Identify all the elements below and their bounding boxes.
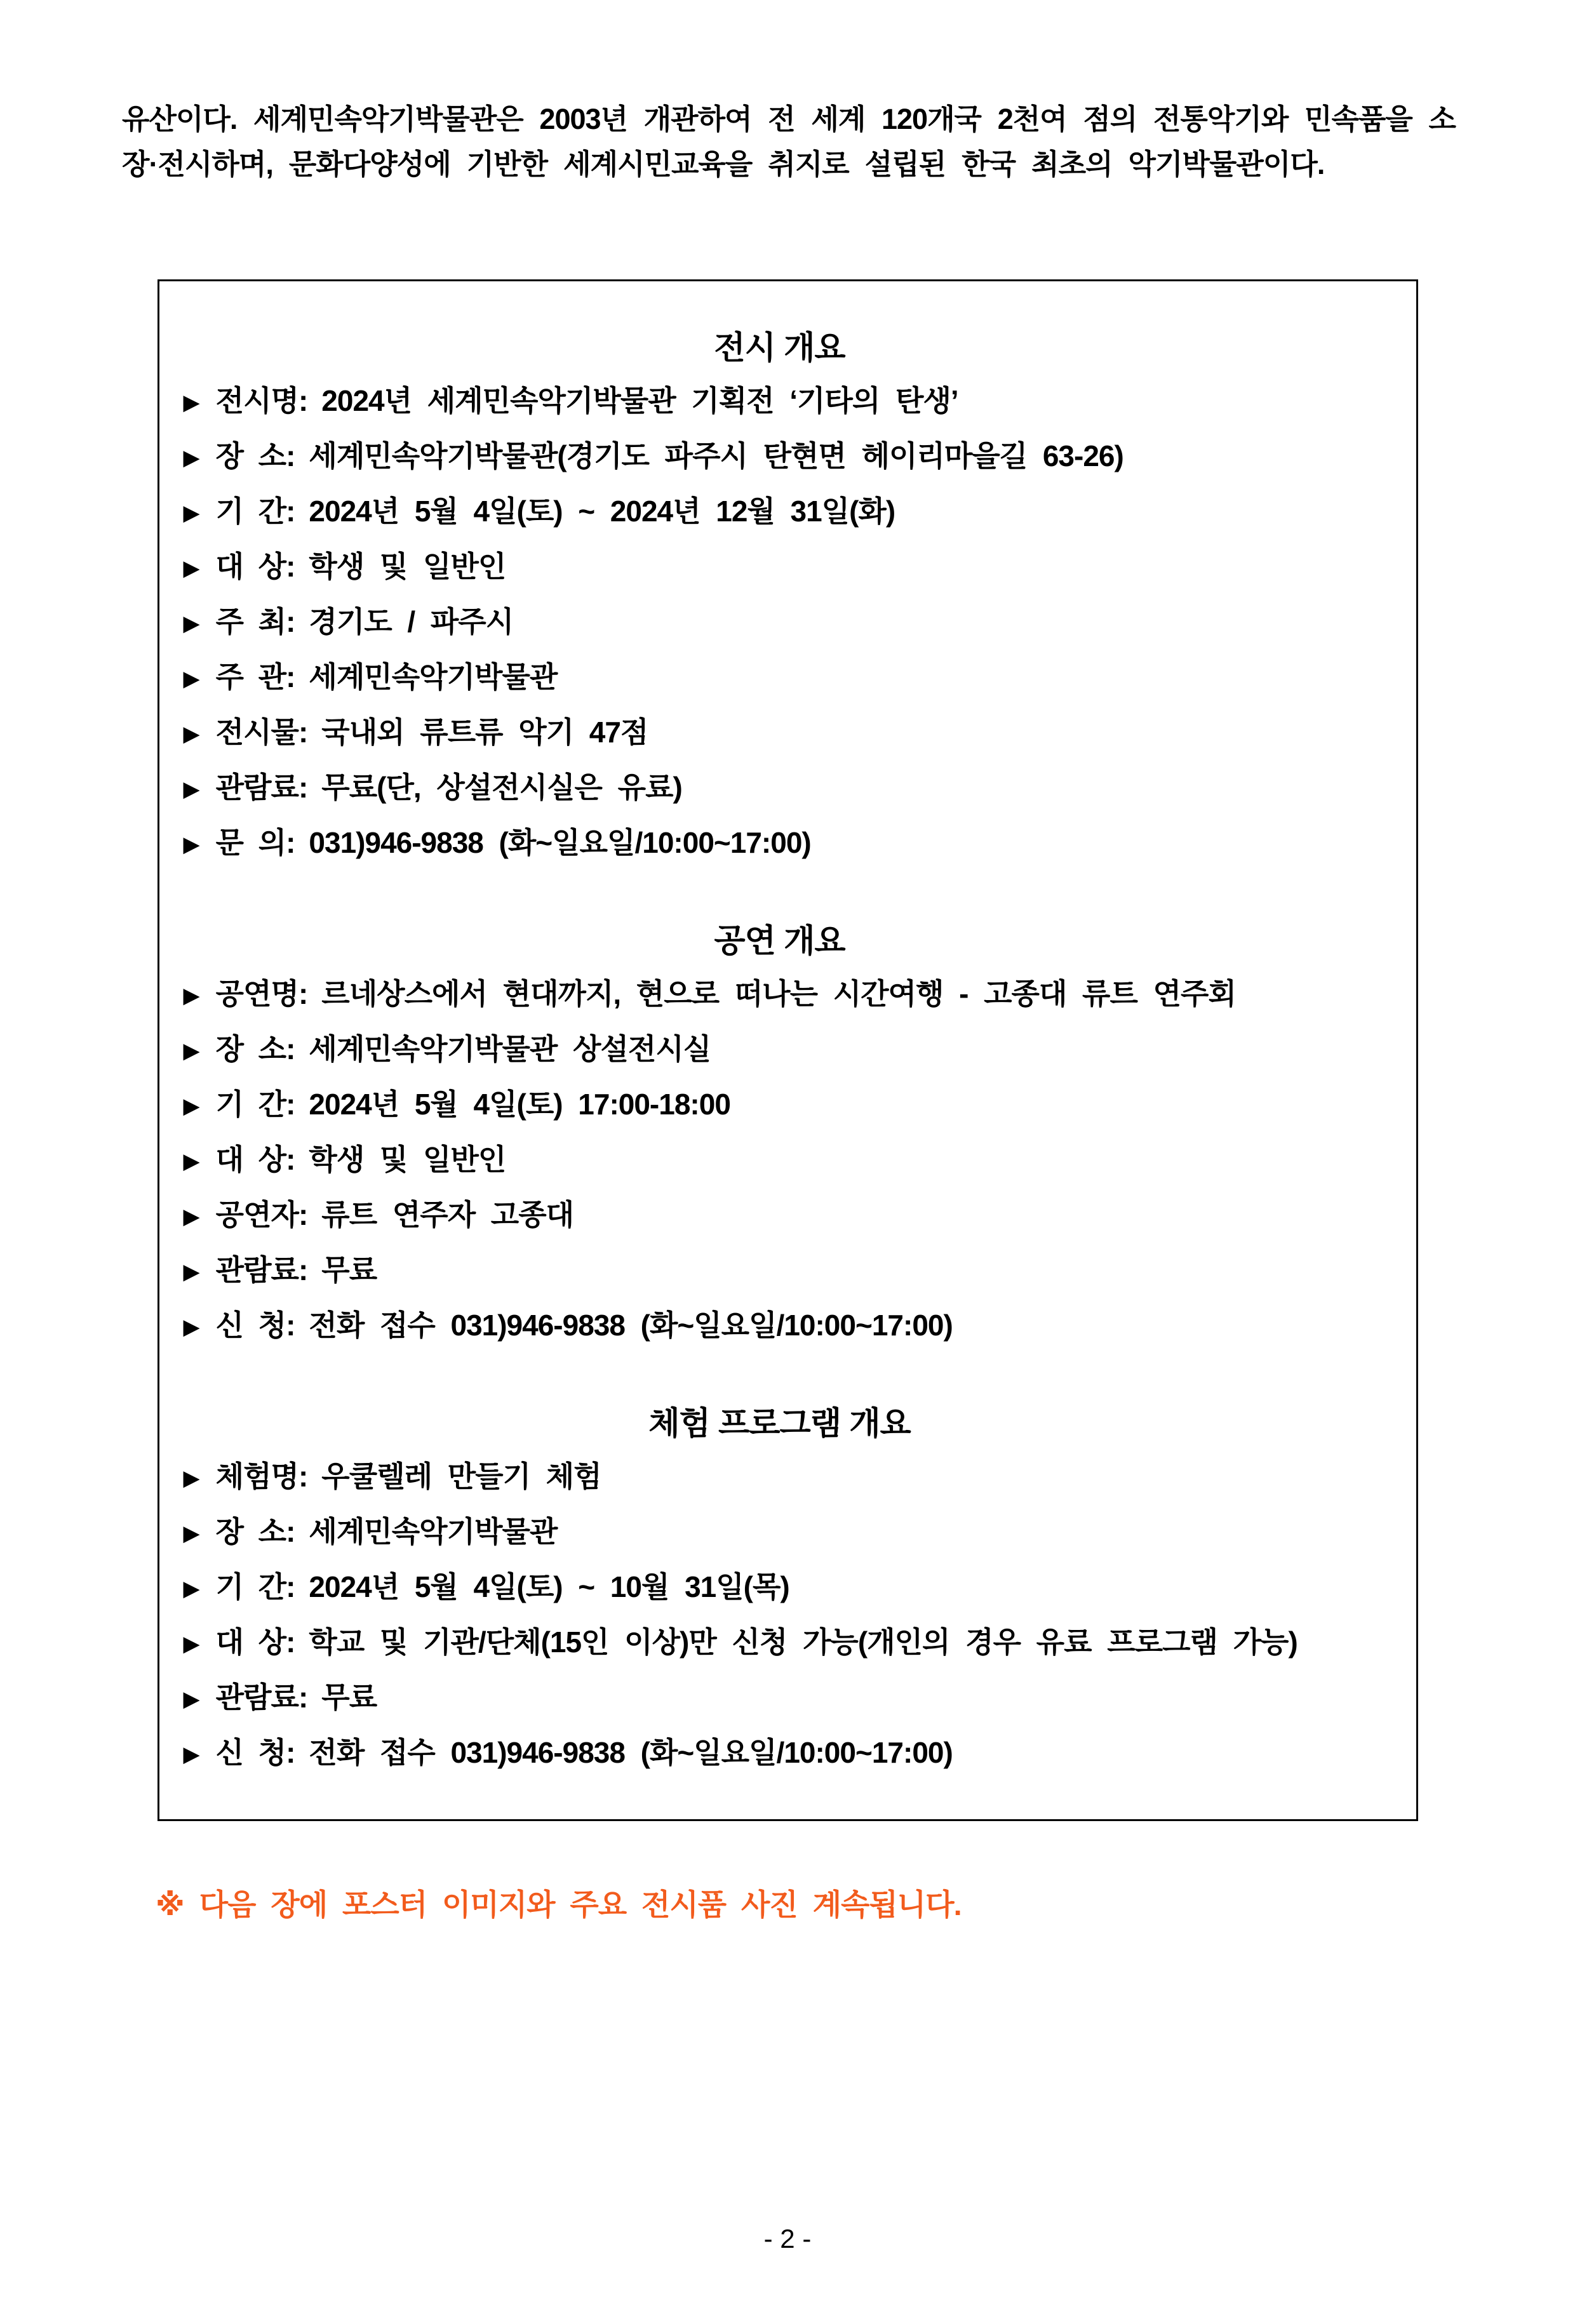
item-value: 전화 접수 031)946-9838 (화~일요일/10:00~17:00)	[309, 1736, 953, 1769]
item-value: 031)946-9838 (화~일요일/10:00~17:00)	[309, 826, 811, 859]
item-label: 관람료:	[215, 771, 308, 804]
bullet-triangle-icon: ▶	[183, 832, 199, 857]
section-title: 체험 프로그램 개요	[648, 1405, 911, 1441]
item-label: 문 의:	[215, 826, 295, 859]
info-item	[172, 1568, 1388, 1609]
info-item	[172, 382, 1388, 423]
item-value: 류트 연주자 고종대	[321, 1198, 574, 1231]
bullet-triangle-icon: ▶	[183, 1466, 199, 1490]
section-title: 전시 개요	[714, 330, 845, 366]
item-value: 2024년 5월 4일(토) ~ 2024년 12월 31일(화)	[309, 495, 895, 528]
item-value: 르네상스에서 현대까지, 현으로 떠나는 시간여행 - 고종대 류트 연주회	[321, 977, 1236, 1010]
item-value: 전화 접수 031)946-9838 (화~일요일/10:00~17:00)	[309, 1309, 953, 1342]
bullet-triangle-icon: ▶	[183, 1315, 199, 1339]
item-value: 세계민속악기박물관	[309, 660, 558, 693]
item-label: 장 소:	[215, 1515, 295, 1548]
item-label: 대 상:	[215, 550, 295, 583]
page-number: - 2 -	[763, 2224, 812, 2254]
info-item	[172, 437, 1388, 478]
item-value: 학교 및 기관/단체(15인 이상)만 신청 가능(개인의 경우 유료 프로그램 가능)	[309, 1626, 1297, 1659]
reference-mark-icon: ※	[156, 1888, 184, 1921]
item-value: 2024년 5월 4일(토) 17:00-18:00	[309, 1088, 730, 1121]
item-label: 장 소:	[215, 439, 295, 472]
item-value: 국내외 류트류 악기 47점	[321, 716, 648, 749]
info-item	[172, 1140, 1388, 1182]
info-item	[172, 824, 1388, 865]
item-label: 대 상:	[215, 1143, 295, 1176]
bullet-triangle-icon: ▶	[183, 1149, 199, 1173]
continuation-note	[156, 1881, 1473, 1924]
item-label: 신 청:	[215, 1309, 295, 1342]
bullet-triangle-icon: ▶	[183, 1039, 199, 1063]
item-value: 2024년 세계민속악기박물관 기획전 ‘기타의 탄생’	[321, 384, 958, 417]
bullet-triangle-icon: ▶	[183, 777, 199, 801]
info-item	[172, 1306, 1388, 1347]
info-item	[172, 1733, 1388, 1775]
item-value: 무료	[321, 1681, 377, 1714]
bullet-triangle-icon: ▶	[183, 1521, 199, 1546]
bullet-triangle-icon: ▶	[183, 1632, 199, 1656]
bullet-triangle-icon: ▶	[183, 1687, 199, 1711]
bullet-triangle-icon: ▶	[183, 446, 199, 470]
item-label: 공연자:	[215, 1198, 308, 1231]
bullet-triangle-icon: ▶	[183, 1260, 199, 1284]
item-label: 대 상:	[215, 1626, 295, 1659]
item-value: 세계민속악기박물관 상설전시실	[309, 1032, 711, 1065]
info-item	[172, 603, 1388, 644]
bullet-triangle-icon: ▶	[183, 1094, 199, 1118]
info-item	[172, 1030, 1388, 1071]
section-items	[172, 975, 1388, 1347]
note-text: 다음 장에 포스터 이미지와 주요 전시품 사진 계속됩니다.	[199, 1888, 962, 1921]
bullet-triangle-icon: ▶	[183, 1205, 199, 1229]
section-items	[172, 1457, 1388, 1775]
overview-box	[158, 279, 1418, 1821]
item-label: 기 간:	[215, 495, 295, 528]
bullet-triangle-icon: ▶	[183, 556, 199, 580]
item-label: 기 간:	[215, 1088, 295, 1121]
item-label: 기 간:	[215, 1570, 295, 1603]
item-label: 주 관:	[215, 660, 295, 693]
item-value: 세계민속악기박물관	[309, 1515, 558, 1548]
bullet-triangle-icon: ▶	[183, 391, 199, 415]
bullet-triangle-icon: ▶	[183, 1577, 199, 1601]
info-item	[172, 1085, 1388, 1126]
item-value: 무료	[321, 1253, 377, 1286]
info-item	[172, 768, 1388, 810]
section-items	[172, 382, 1388, 865]
info-item	[172, 658, 1388, 699]
item-label: 장 소:	[215, 1032, 295, 1065]
info-item	[172, 1457, 1388, 1499]
bullet-triangle-icon: ▶	[183, 722, 199, 746]
info-item	[172, 1678, 1388, 1720]
section-performance	[172, 919, 1388, 1347]
item-value: 학생 및 일반인	[309, 550, 506, 583]
item-value: 2024년 5월 4일(토) ~ 10월 31일(목)	[309, 1570, 789, 1603]
bullet-triangle-icon: ▶	[183, 501, 199, 525]
info-item	[172, 547, 1388, 589]
item-value: 무료(단, 상설전시실은 유료)	[321, 771, 682, 804]
section-title: 공연 개요	[714, 923, 845, 959]
bullet-triangle-icon: ▶	[183, 1742, 199, 1766]
info-item	[172, 1251, 1388, 1292]
item-label: 관람료:	[215, 1253, 308, 1286]
item-label: 주 최:	[215, 605, 295, 638]
info-item	[172, 713, 1388, 754]
intro-paragraph: 유산이다. 세계민속악기박물관은 2003년 개관하여 전 세계 120개국 2천여 점의 전통악기와 민속품을 소장·전시하며, 문화다양성에 기반한 세계시민교육을 취지로 설립된 한국 최초의 악기박물관이다.	[122, 103, 1456, 180]
info-item	[172, 1623, 1388, 1664]
item-label: 전시물:	[215, 716, 308, 749]
item-label: 관람료:	[215, 1681, 308, 1714]
bullet-triangle-icon: ▶	[183, 984, 199, 1008]
item-value: 세계민속악기박물관(경기도 파주시 탄현면 헤이리마을길 63-26)	[309, 439, 1123, 472]
section-experience-program	[172, 1401, 1388, 1775]
info-item	[172, 975, 1388, 1016]
item-value: 우쿨렐레 만들기 체험	[321, 1460, 601, 1493]
item-label: 체험명:	[215, 1460, 308, 1493]
info-item	[172, 492, 1388, 533]
bullet-triangle-icon: ▶	[183, 611, 199, 636]
item-value: 학생 및 일반인	[309, 1143, 506, 1176]
item-label: 공연명:	[215, 977, 308, 1010]
item-label: 신 청:	[215, 1736, 295, 1769]
info-item	[172, 1513, 1388, 1554]
bullet-triangle-icon: ▶	[183, 667, 199, 691]
item-value: 경기도 / 파주시	[309, 605, 514, 638]
section-exhibition	[172, 326, 1388, 865]
item-label: 전시명:	[215, 384, 308, 417]
info-item	[172, 1196, 1388, 1237]
